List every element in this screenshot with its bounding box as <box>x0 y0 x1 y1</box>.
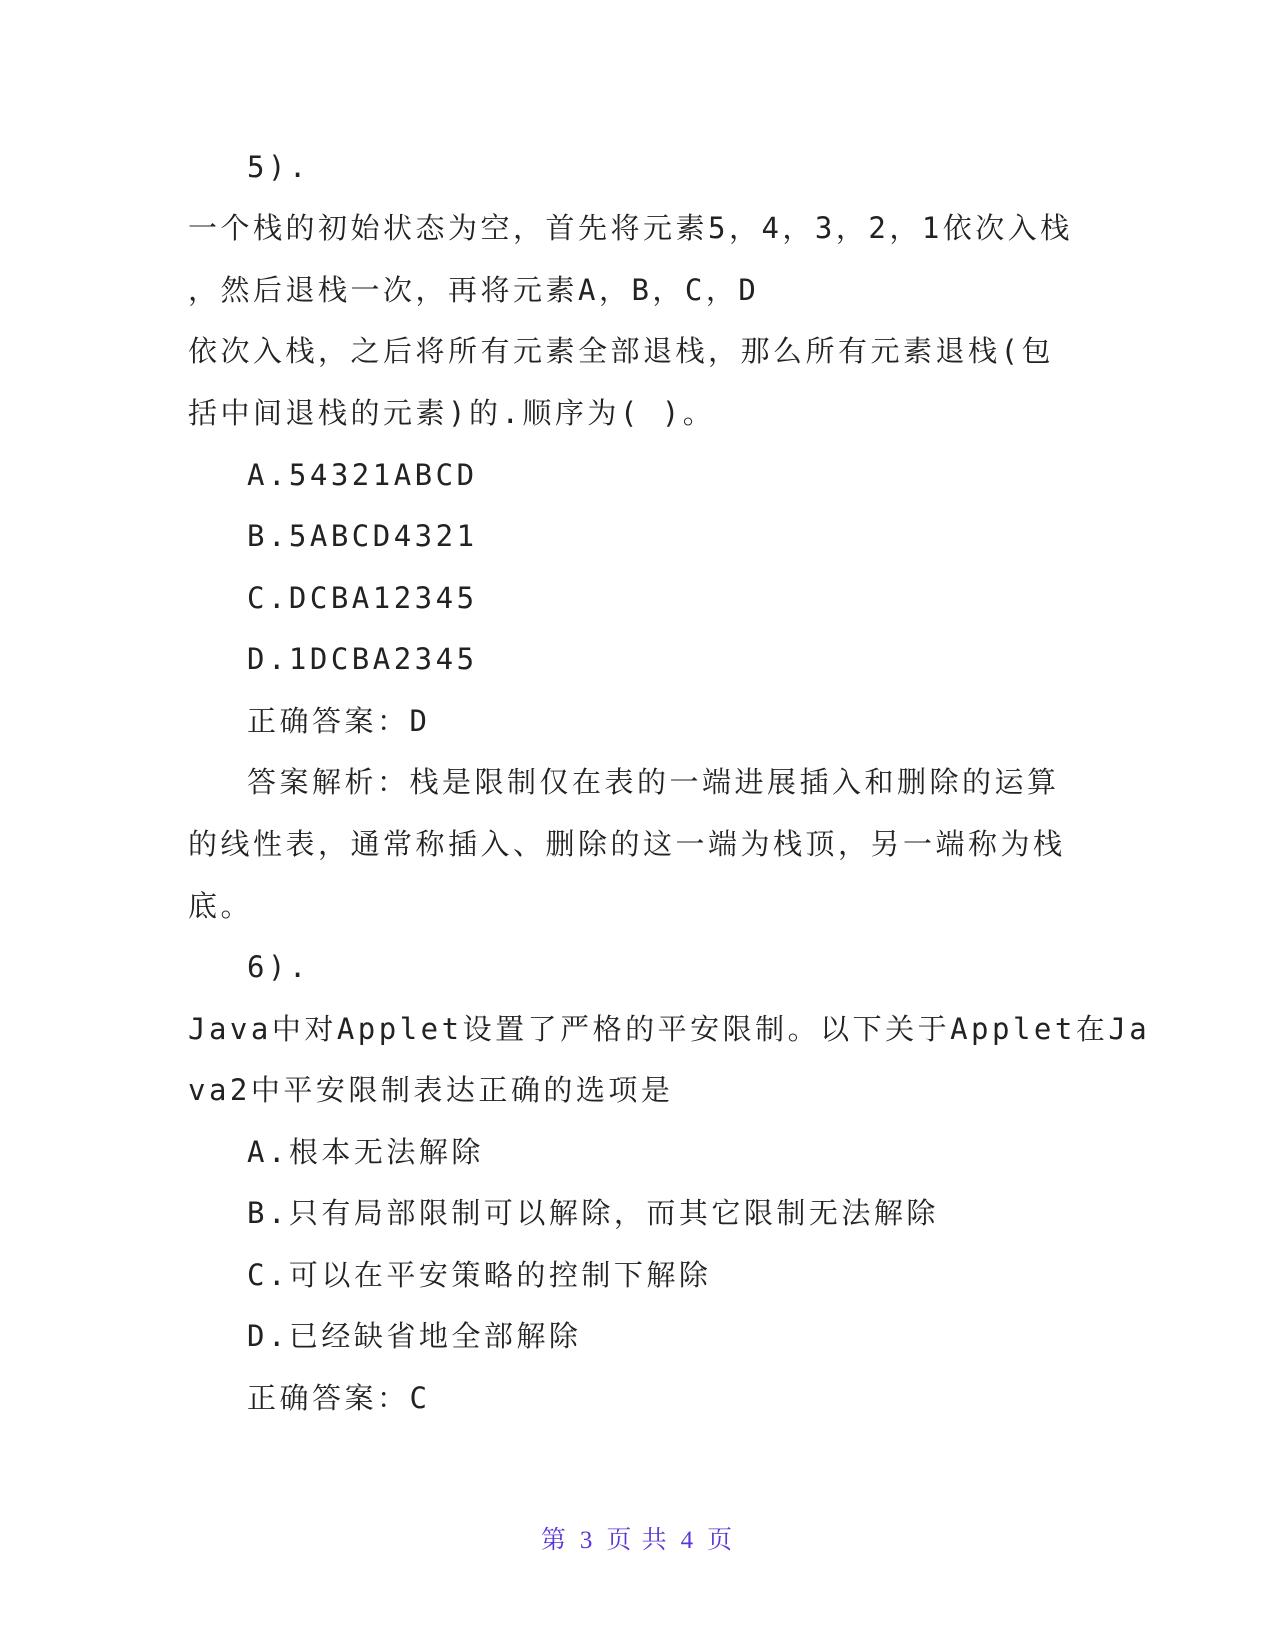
footer-middle: 页 共 <box>606 1527 669 1554</box>
q5-option-c: C.DCBA12345 <box>247 581 478 615</box>
q5-explanation-3: 底。 <box>188 889 254 923</box>
q6-number: 6). <box>247 950 310 984</box>
q6-answer: 正确答案：C <box>247 1381 431 1415</box>
q5-answer: 正确答案：D <box>247 704 431 738</box>
footer-suffix: 页 <box>707 1527 735 1554</box>
q6-option-a: A.根本无法解除 <box>247 1135 484 1169</box>
q5-option-b: B.5ABCD4321 <box>247 519 478 553</box>
q5-number: 5). <box>247 150 310 184</box>
q6-line-2: va2中平安限制表达正确的选项是 <box>188 1073 674 1107</box>
q6-option-b: B.只有局部限制可以解除，而其它限制无法解除 <box>247 1196 939 1230</box>
q6-line-1: Java中对Applet设置了严格的平安限制。以下关于Applet在Ja <box>188 1012 1151 1046</box>
q5-option-a: A.54321ABCD <box>247 458 478 492</box>
footer-prefix: 第 <box>540 1527 568 1554</box>
q5-line-2: ，然后退栈一次，再将元素A，B，C，D <box>188 273 760 307</box>
page-footer <box>0 1520 1275 1556</box>
q6-option-c: C.可以在平安策略的控制下解除 <box>247 1258 712 1292</box>
q5-explanation-1: 答案解析：栈是限制仅在表的一端进展插入和删除的运算 <box>247 765 1060 799</box>
q5-line-1: 一个栈的初始状态为空，首先将元素5，4，3，2，1依次入栈 <box>188 211 1073 245</box>
q5-line-4: 括中间退栈的元素)的.顺序为( )。 <box>188 396 716 430</box>
q5-explanation-2: 的线性表，通常称插入、删除的这一端为栈顶，另一端称为栈 <box>188 827 1066 861</box>
footer-total-pages: 4 <box>680 1527 696 1554</box>
footer-current-page: 3 <box>579 1527 595 1554</box>
q6-option-d: D.已经缺省地全部解除 <box>247 1319 582 1353</box>
q5-line-3: 依次入栈，之后将所有元素全部退栈，那么所有元素退栈(包 <box>188 334 1054 368</box>
q5-option-d: D.1DCBA2345 <box>247 642 478 676</box>
